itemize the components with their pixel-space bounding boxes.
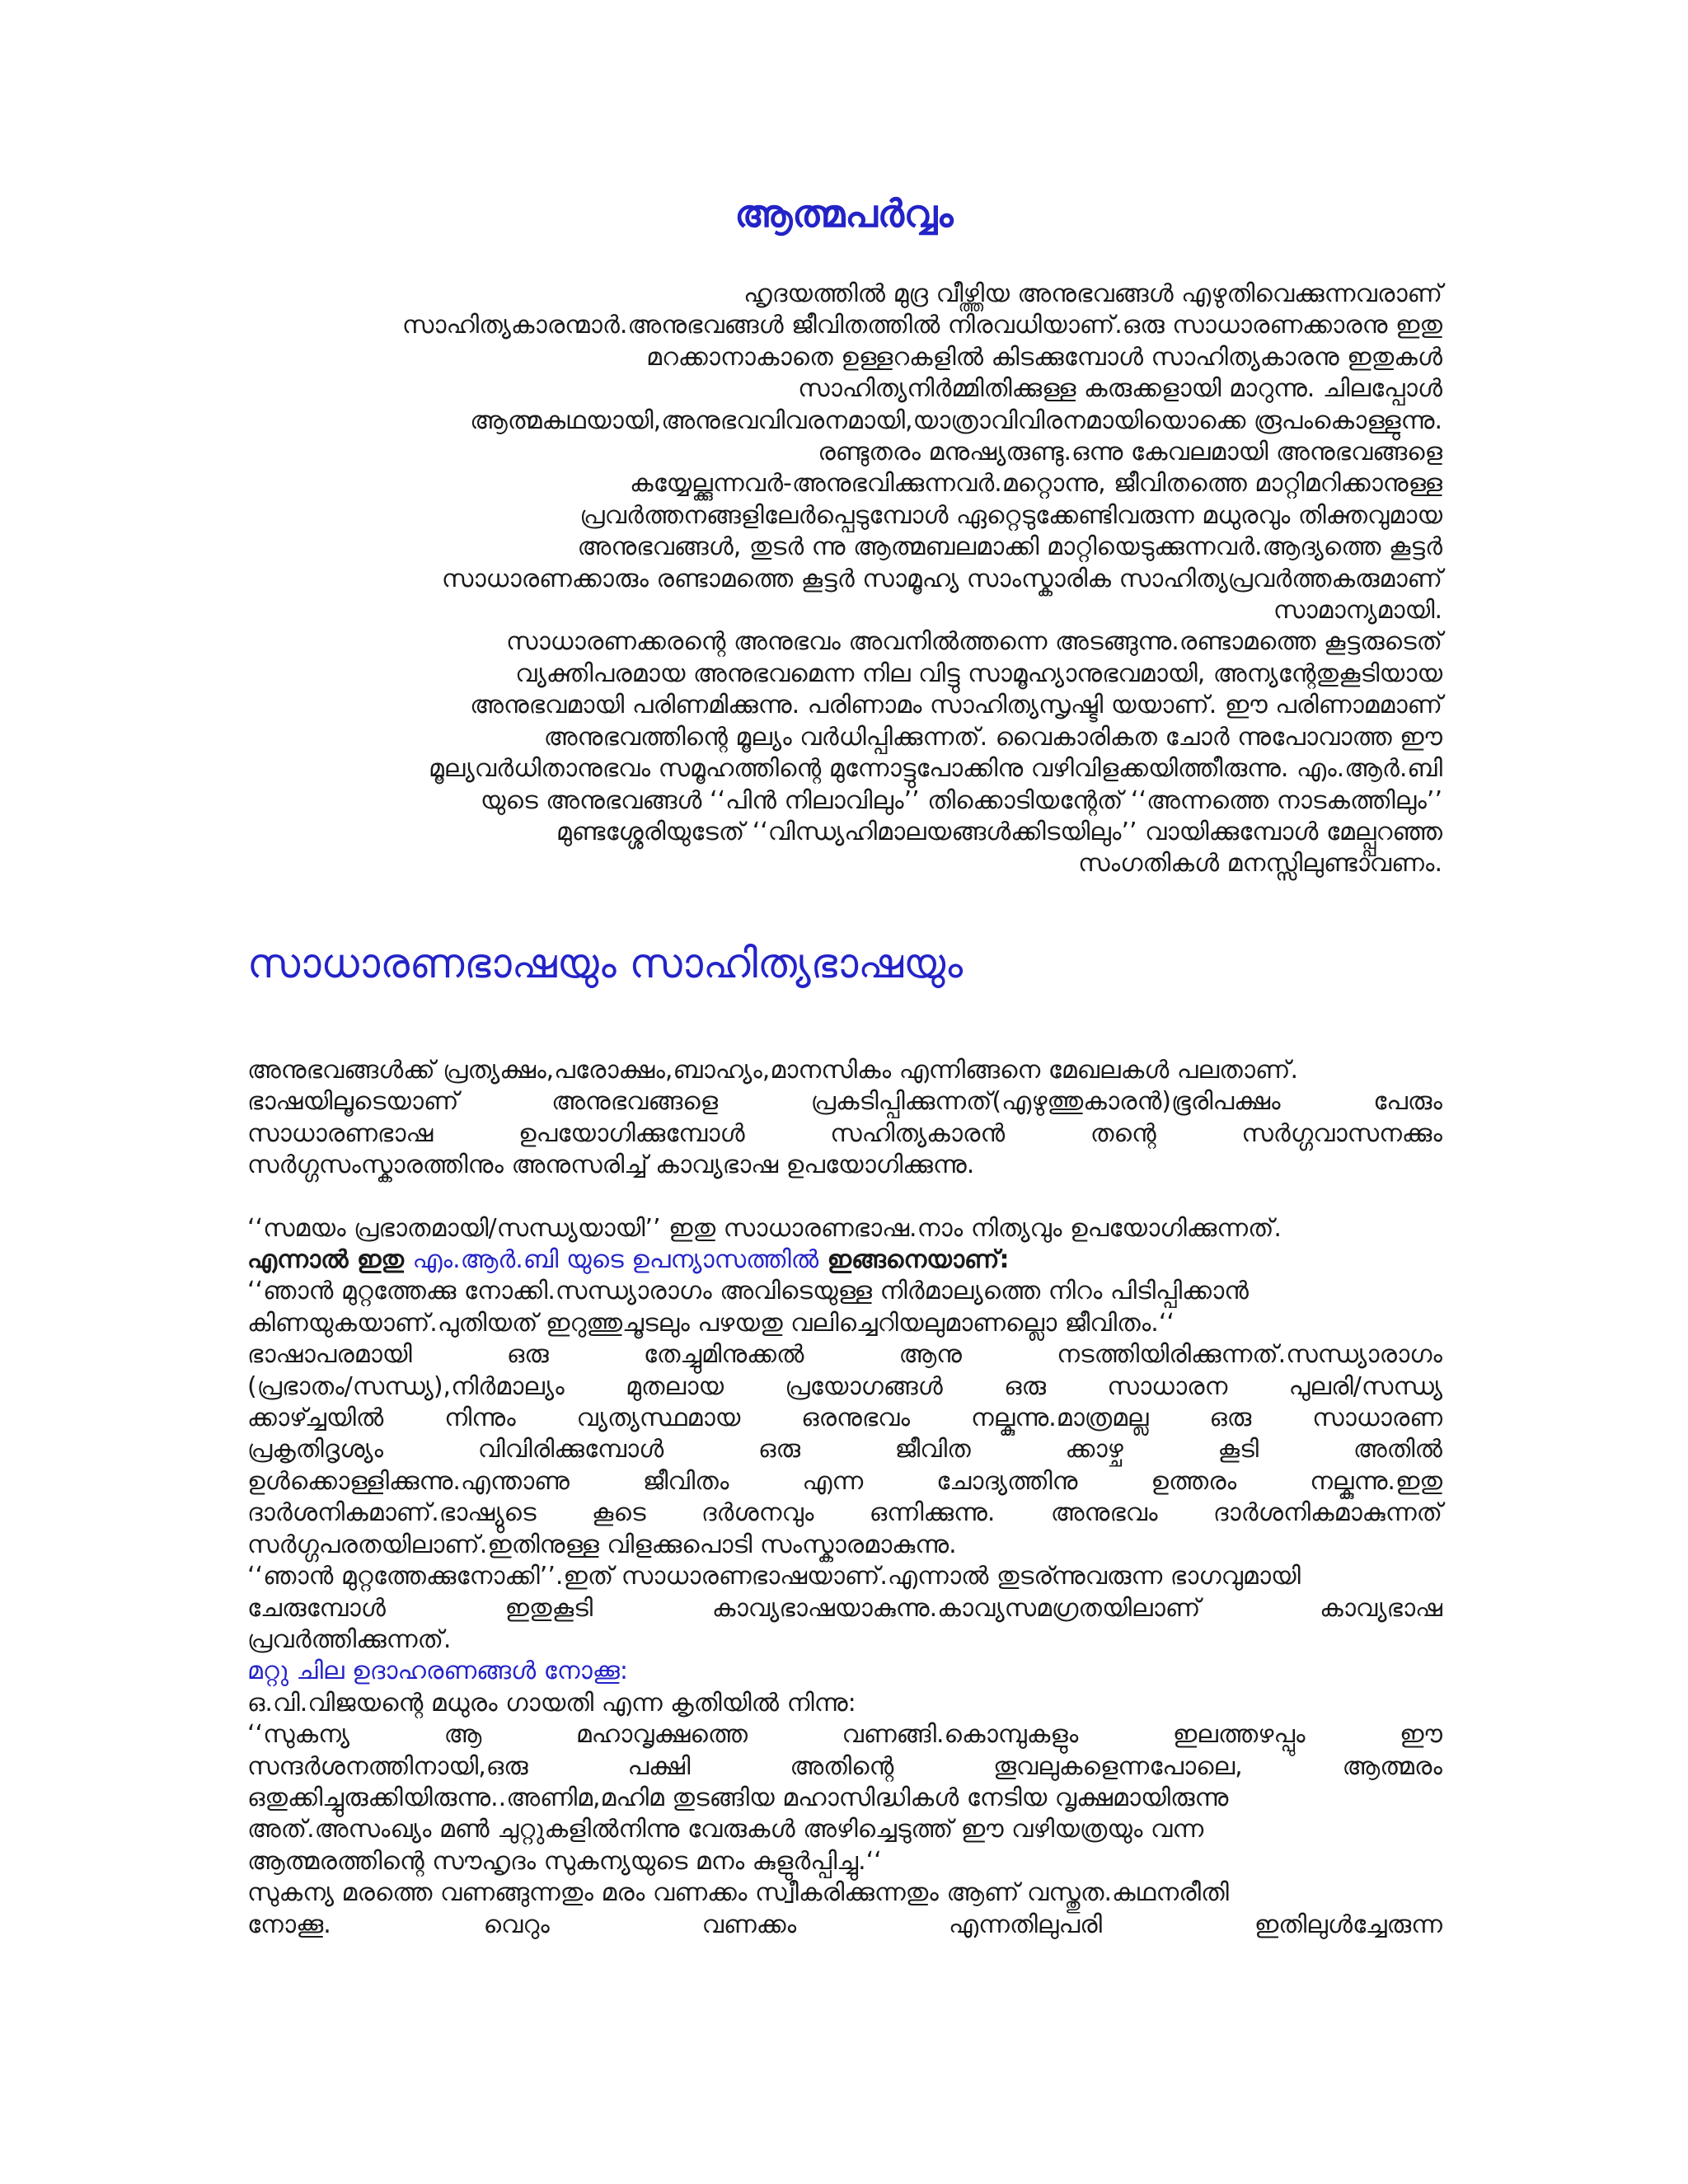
word: കൂടെ [591,1498,646,1528]
word: തേച്ചുമിനുക്കൽ [643,1340,804,1370]
text-line: അനുഭവമായി പരിണമിക്കുന്നു. പരിണാമം സാഹിത്യസൃഷ്ടി യയാണ്. ഈ പരിണാമമാണ് [470,691,1442,720]
justified-line [247,1466,1442,1497]
essay-reference: എം.ആർ.ബി യുടെ ഉപന്യാസത്തിൽ [412,1245,819,1275]
text-line: സാഹിത്യകാരന്മാർ.അനുഭവങ്ങൾ ജീവിതത്തിൽ നിരവധിയാണ്.ഒരു സാധാരണക്കാരനു ഇതു [401,311,1442,340]
text-line: അനുഭവത്തിന്റെ മൂല്യം വർധിപ്പിക്കുന്നത്. വൈകാരികത ചോർ ന്നുപോവാത്ത ഈ [543,722,1442,752]
word: നടത്തിയിരിക്കുന്നത്.സന്ധ്യാരാഗം [1057,1340,1442,1370]
word: പുലരി/സന്ധ്യ [1288,1371,1442,1401]
text-line: ഒ.വി.വിജയന്റെ മധുരം ഗായതി എന്ന കൃതിയിൽ നിന്നു: [247,1688,856,1718]
justified-line [247,1497,1442,1529]
word: നല്കുന്നു.ഇതു [1310,1466,1442,1496]
word: തന്റെ [1090,1118,1156,1148]
text-bold: ഇങ്ങനെയാണ്: [818,1245,1010,1275]
word: ഒരു [1004,1371,1047,1401]
word: സന്ദർശനത്തിനായി,ഒരു [247,1751,528,1781]
section-heading: സാധാരണഭാഷയും സാഹിത്യഭാഷയും [247,940,964,987]
word: കൂടി [1217,1435,1259,1465]
text-line: സുകന്യ മരത്തെ വണങ്ങുന്നതും മരം വണക്കം സ്വീകരിക്കുന്നതും ആണ് വസ്തുത.കഥനരീതി [247,1878,1229,1908]
text-line: അനുഭവങ്ങൾക്ക് പ്രത്യക്ഷം,പരോക്ഷം,ബാഹ്യം,മാനസികം എന്നിങ്ങനെ മേഖലകൾ പലതാണ്. [247,1056,1298,1085]
word: സാധാരണ [1312,1404,1442,1433]
word: ഇതിലുൾച്ചേരുന്ന [1254,1910,1442,1939]
word: ദാർശനികമാകുന്നത് [1212,1498,1442,1528]
text-line: കയ്യേല്ക്കുന്നവർ-അനുഭവിക്കുന്നവർ.മറ്റൊന്നു, ജീവിതത്തെ മാറ്റിമറിക്കാനുള്ള [629,469,1442,499]
examples-heading: മറ്റു ചില ഉദാഹരണങ്ങൾ നോക്കൂ: [247,1657,628,1686]
justified-line [247,1593,1442,1624]
text-line: ആത്മകഥയായി,അനുഭവവിവരനമായി,യാത്രാവിവിരനമായിയൊക്കെ രൂപംകൊള്ളുന്നു. [470,405,1442,435]
quote-line: അത്.അസംഖ്യം മൺ ചുറ്റുകളിൽനിന്നു വേരുകൾ അഴിച്ചെടുത്ത് ഈ വഴിയത്രയും വന്ന [247,1815,1204,1844]
word: വണങ്ങി.കൊമ്പുകളും [842,1720,1079,1750]
word: വിവിരിക്കുമ്പോൾ [477,1435,664,1465]
quote-line: ‘‘ഞാൻ മുറ്റത്തേക്കു നോക്കി.സന്ധ്യാരാഗം അവിടെയുള്ള നിർമാല്യത്തെ നിറം പിടിപ്പിക്കാൻ [247,1277,1249,1306]
justified-line [247,1751,1442,1783]
word: ക്കാഴ്ച [1065,1435,1123,1465]
justified-line [247,1719,1442,1750]
word: കാവ്യഭാഷ [1320,1593,1442,1623]
word: ഉൾക്കൊള്ളിക്കുന്നു.എന്താണു [247,1466,570,1496]
word: എന്നതിലുപരി [949,1910,1102,1939]
word: നോക്കൂ. [247,1910,331,1939]
text-line: അനുഭവങ്ങൾ, തുടർ ന്നു ആത്മബലമാക്കി മാറ്റിയെടുക്കുന്നവർ.ആദ്യത്തെ കൂട്ടർ [577,532,1442,562]
word: അതിന്റെ [790,1751,894,1781]
word: ഒരു [506,1340,549,1370]
text-line: ഹൃദയത്തിൽ മുദ്ര വീഴ്ത്തിയ അനുഭവങ്ങൾ എഴുതിവെക്കുന്നവരാണ് [743,279,1442,308]
text-line: സർഗ്ഗപരതയിലാണ്.ഇതിനുള്ള വിളക്കുപൊടി സംസ്കാരമാകുന്നു. [247,1530,957,1559]
justified-line [247,1086,1442,1118]
word: ചേരുമ്പോൾ [247,1593,386,1623]
text-line: വ്യക്തിപരമായ അനുഭവമെന്ന നില വിട്ടു സാമൂഹ്യാനുഭവമായി, അന്യന്റേതുകൂടിയായ [515,658,1442,688]
text-bold: എന്നാൽ ഇതു [247,1245,413,1275]
page-title: ആത്മപർവ്വം [734,191,954,236]
text-line: രണ്ടുതരം മനുഷ്യരുണ്ടു.ഒന്നു കേവലമായി അനുഭവങ്ങളെ [818,438,1442,467]
text-line: പ്രവർത്തിക്കുന്നത്. [247,1624,452,1654]
word: പ്രയോഗങ്ങൾ [785,1371,943,1401]
word: ആ [443,1720,482,1750]
word: പക്ഷി [627,1751,691,1781]
text-line: സാഹിത്യനിർമ്മിതിക്കുള്ള കരുക്കളായി മാറുന്നു. ചിലപ്പോൾ [798,374,1442,404]
word: ഭാഷാപരമായി [247,1340,412,1370]
word: ഇലത്തഴപ്പും [1172,1720,1306,1750]
text-line: സാമാന്യമായി. [1273,596,1442,626]
text-line: ‘‘സമയം പ്രഭാതമായി/സന്ധ്യയായി’’ ഇതു സാധാരണഭാഷ.നാം നിത്യവും ഉപയോഗിക്കുന്നത്. [247,1213,1282,1243]
word: ഇതുകൂടി [504,1593,593,1623]
word: വണക്കം [701,1910,797,1939]
text-line: ‘‘ഞാൻ മുറ്റത്തേക്കുനോക്കി’’.ഇത് സാധാരണഭാഷയാണ്.എന്നാൽ തുടര്ന്നുവരുന്ന ഭാഗവുമായി [247,1562,1301,1591]
word: അനുഭവം [1050,1498,1158,1528]
word: അനുഭവങ്ങളെ [551,1087,719,1117]
word: മഹാവൃക്ഷത്തെ [575,1720,748,1750]
intro-paragraph [247,279,1442,880]
quote-line: കിണയുകയാണ്.പുതിയത് ഇറുത്തുചൂടലും പഴയതു വലിച്ചെറിയലുമാണല്ലൊ ജീവിതം.‘‘ [247,1308,1175,1338]
word: എന്ന [802,1466,864,1496]
word: ഉപയോഗിക്കുമ്പോൾ [518,1118,745,1148]
body-section [247,1055,1442,1941]
text-line: മൂല്യവർധിതാനുഭവം സമൂഹത്തിന്റെ മുന്നോട്ടുപോക്കിനു വഴിവിളക്കയിത്തീരുന്നു. എം.ആർ.ബി [428,754,1442,784]
text-line: മുണ്ടശ്ശേരിയുടേത് ‘‘വിന്ധ്യഹിമാലയങ്ങൾക്കിടയിലും’’ വായിക്കുമ്പോൾ മേല്പ്പറഞ്ഞ [556,817,1442,846]
justified-line [247,1434,1442,1465]
word: നിന്നും [444,1404,516,1433]
justified-line [247,1339,1442,1371]
word: പ്രകൃതിദൃശ്യം [247,1435,384,1465]
justified-line [247,1371,1442,1403]
word: പ്രകടിപ്പിക്കുന്നത്(എഴുത്തുകാരൻ)ഭൂരിപക്ഷം [810,1087,1281,1117]
word: ദർശനവും [701,1498,814,1528]
word: ആനു [898,1340,962,1370]
word: സർഗ്ഗവാസനക്കും [1241,1118,1442,1148]
text-line: സാധാരണക്കാരും രണ്ടാമത്തെ കൂട്ടർ സാമൂഹ്യ സാംസ്കാരിക സാഹിത്യപ്രവർത്തകരുമാണ് [441,564,1442,593]
justified-line [247,1118,1442,1150]
text-line: സംഗതികൾ മനസ്സിലുണ്ടാവണം. [1078,849,1442,879]
word: സഹിത്യകാരൻ [830,1118,1006,1148]
word: ചോദ്യത്തിനു [936,1466,1078,1496]
word: അതിൽ [1353,1435,1442,1465]
word: നല്കുന്നു.മാത്രമല്ല [970,1404,1149,1433]
word: പേരും [1373,1087,1442,1117]
word: ക്കാഴ്ച്ചയിൽ [247,1404,384,1433]
word: വെറും [483,1910,550,1939]
text-line: മറക്കാനാകാതെ ഉള്ളറകളിൽ കിടക്കുമ്പോൾ സാഹിത്യകാരനു ഇതുകൾ [646,342,1442,372]
word: ഒരു [758,1435,800,1465]
justified-line [247,1910,1442,1941]
word: ഒരു [1209,1404,1252,1433]
quote-line: ആത്മരത്തിന്റെ സൗഹൃദം സുകന്യയുടെ മനം കുളുർപ്പിച്ചു.‘‘ [247,1846,882,1876]
word: (പ്രഭാതം/സന്ധ്യ),നിർമാല്യം [247,1371,565,1401]
word: ഉത്തരം [1151,1466,1237,1496]
word: തൂവലുകളെന്നപോലെ, [993,1751,1243,1781]
justified-line [247,1403,1442,1434]
text-line [247,1244,1442,1276]
word: ഈ [1400,1720,1442,1750]
word: വ്യത്യസ്ഥമായ [576,1404,741,1433]
word: ദാർശനികമാണ്.ഭാഷ്യുടെ [247,1498,537,1528]
text-line: പ്രവർത്തനങ്ങളിലേർപ്പെടുമ്പോൾ ഏറ്റെടുക്കേണ്ടിവരുന്ന മധുരവും തിക്തവുമായ [579,500,1442,530]
text-line: യുടെ അനുഭവങ്ങൾ ‘‘പിൻ നിലാവിലും’’ തിക്കൊടിയന്റേത് ‘‘അന്നത്തെ നാടകത്തിലും’’ [480,785,1442,815]
word: കാവ്യഭാഷയാകുന്നു.കാവ്യസമഗ്രതയിലാണ് [711,1593,1201,1623]
word: സാധാരന [1107,1371,1228,1401]
text-line: സാധാരണക്കരന്റെ അനുഭവം അവനിൽത്തന്നെ അടങ്ങുന്നു.രണ്ടാമത്തെ കൂട്ടരുടെത് [506,627,1442,657]
word: ഒരനുഭവം [801,1404,911,1433]
word: ആത്മരം [1342,1751,1442,1781]
word: മുതലായ [626,1371,724,1401]
word: ജീവിതം [642,1466,729,1496]
word: ഭാഷയിലൂടെയാണ് [247,1087,459,1117]
text-line: സർഗ്ഗസംസ്കാരത്തിനും അനുസരിച്ച് കാവ്യഭാഷ ഉപയോഗിക്കുന്നു. [247,1151,975,1180]
paragraph-gap [247,1182,1442,1213]
word: ജീവിത [894,1435,971,1465]
quote-line: ഒതുക്കിച്ചുരുക്കിയിരുന്നു..അണിമ,മഹിമ തുടങ്ങിയ മഹാസിദ്ധികൾ നേടിയ വൃക്ഷമായിരുന്നു [247,1783,1229,1812]
word: ‘‘സുകന്യ [247,1720,350,1750]
word: ഒന്നിക്കുന്നു. [869,1498,996,1528]
word: സാധാരണഭാഷ [247,1118,434,1148]
